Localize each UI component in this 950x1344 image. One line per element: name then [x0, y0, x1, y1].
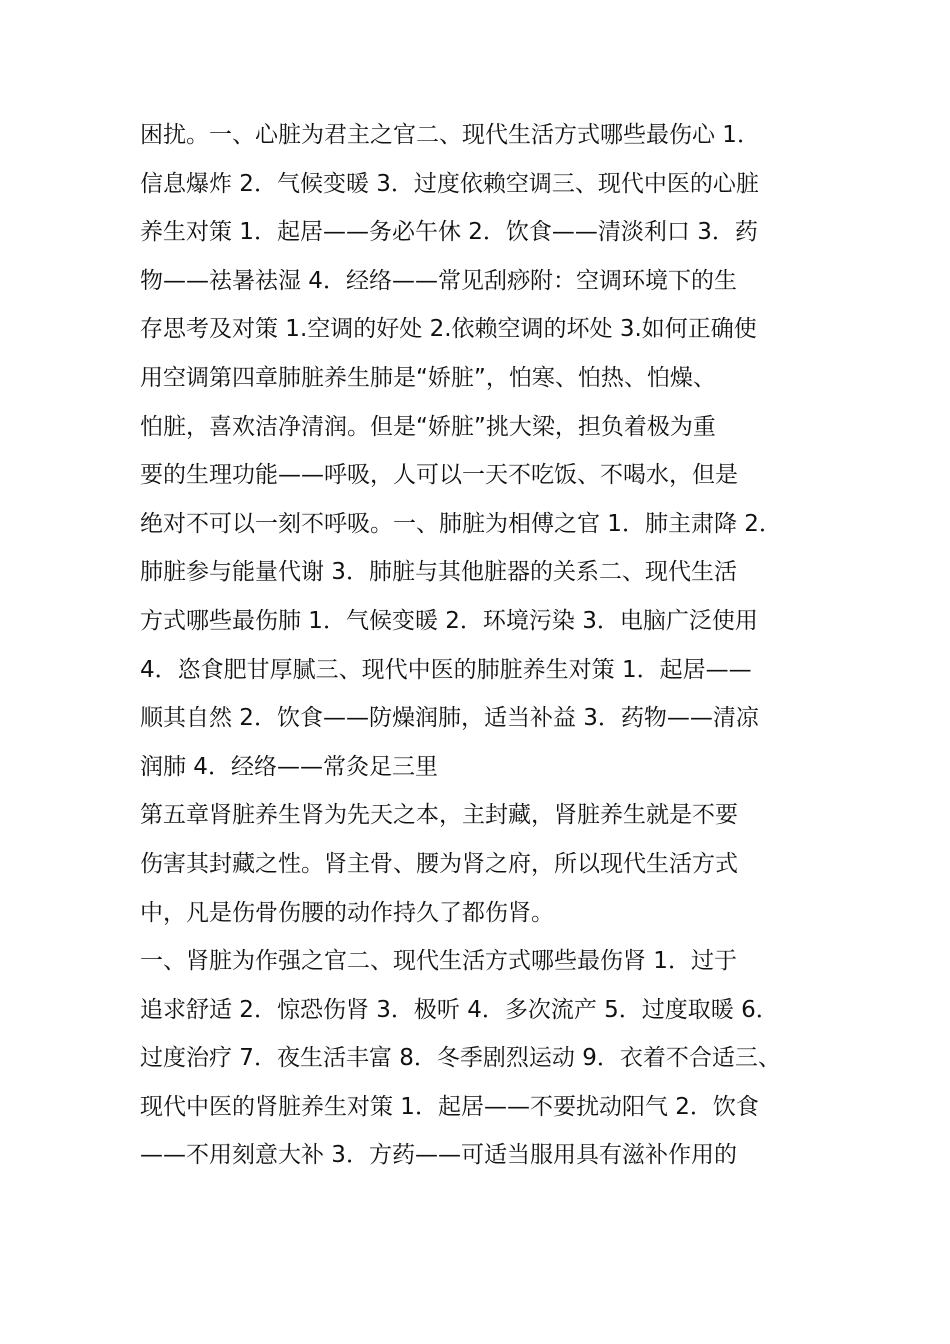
text-line: 存思考及对策 1.空调的好处 2.依赖空调的坏处 3.如何正确使: [140, 316, 757, 343]
text-line: 用空调第四章肺脏养生肺是“娇脏”，怕寒、怕热、怕燥、: [140, 364, 716, 391]
text-line: 润肺 4．经络——常灸足三里: [140, 753, 438, 780]
text-line: 要的生理功能——呼吸，人可以一天不吃饭、不喝水，但是: [140, 462, 738, 489]
text-line: 过度治疗 7．夜生活丰富 8．冬季剧烈运动 9．衣着不合适三、: [140, 1045, 781, 1072]
text-line: 方式哪些最伤肺 1．气候变暖 2．环境污染 3．电脑广泛使用: [140, 607, 758, 634]
text-line: 4．恣食肥甘厚腻三、现代中医的肺脏养生对策 1．起居——: [140, 656, 752, 683]
text-line: 肺脏参与能量代谢 3．肺脏与其他脏器的关系二、现代生活: [140, 559, 737, 586]
text-line: 养生对策 1．起居——务必午休 2．饮食——清淡利口 3．药: [140, 219, 758, 246]
text-line: 绝对不可以一刻不呼吸。一、肺脏为相傅之官 1．肺主肃降 2．: [140, 510, 782, 537]
text-line: 困扰。一、心脏为君主之官二、现代生活方式哪些最伤心 1．: [140, 122, 760, 148]
text-line: ——不用刻意大补 3．方药——可适当服用具有滋补作用的: [140, 1142, 737, 1169]
text-line: 物——祛暑祛湿 4．经络——常见刮痧附：空调环境下的生: [140, 267, 737, 294]
text-line: 信息爆炸 2．气候变暖 3．过度依赖空调三、现代中医的心脏: [140, 170, 759, 197]
document-body-text: [140, 111, 830, 1180]
text-line: 怕脏，喜欢洁净清润。但是“娇脏”挑大梁，担负着极为重: [140, 413, 716, 440]
text-line: 一、肾脏为作强之官二、现代生活方式哪些最伤肾 1．过于: [140, 948, 737, 975]
text-line: 追求舒适 2．惊恐伤肾 3．极听 4．多次流产 5．过度取暖 6．: [140, 996, 779, 1023]
text-line: 现代中医的肾脏养生对策 1．起居——不要扰动阳气 2．饮食: [140, 1093, 759, 1120]
text-line: 伤害其封藏之性。肾主骨、腰为肾之府，所以现代生活方式: [140, 850, 738, 877]
text-line: 顺其自然 2．饮食——防燥润肺，适当补益 3．药物——清凉: [140, 705, 759, 732]
text-line: 第五章肾脏养生肾为先天之本，主封藏，肾脏养生就是不要: [140, 802, 738, 829]
text-line: 中，凡是伤骨伤腰的动作持久了都伤肾。: [140, 899, 554, 926]
